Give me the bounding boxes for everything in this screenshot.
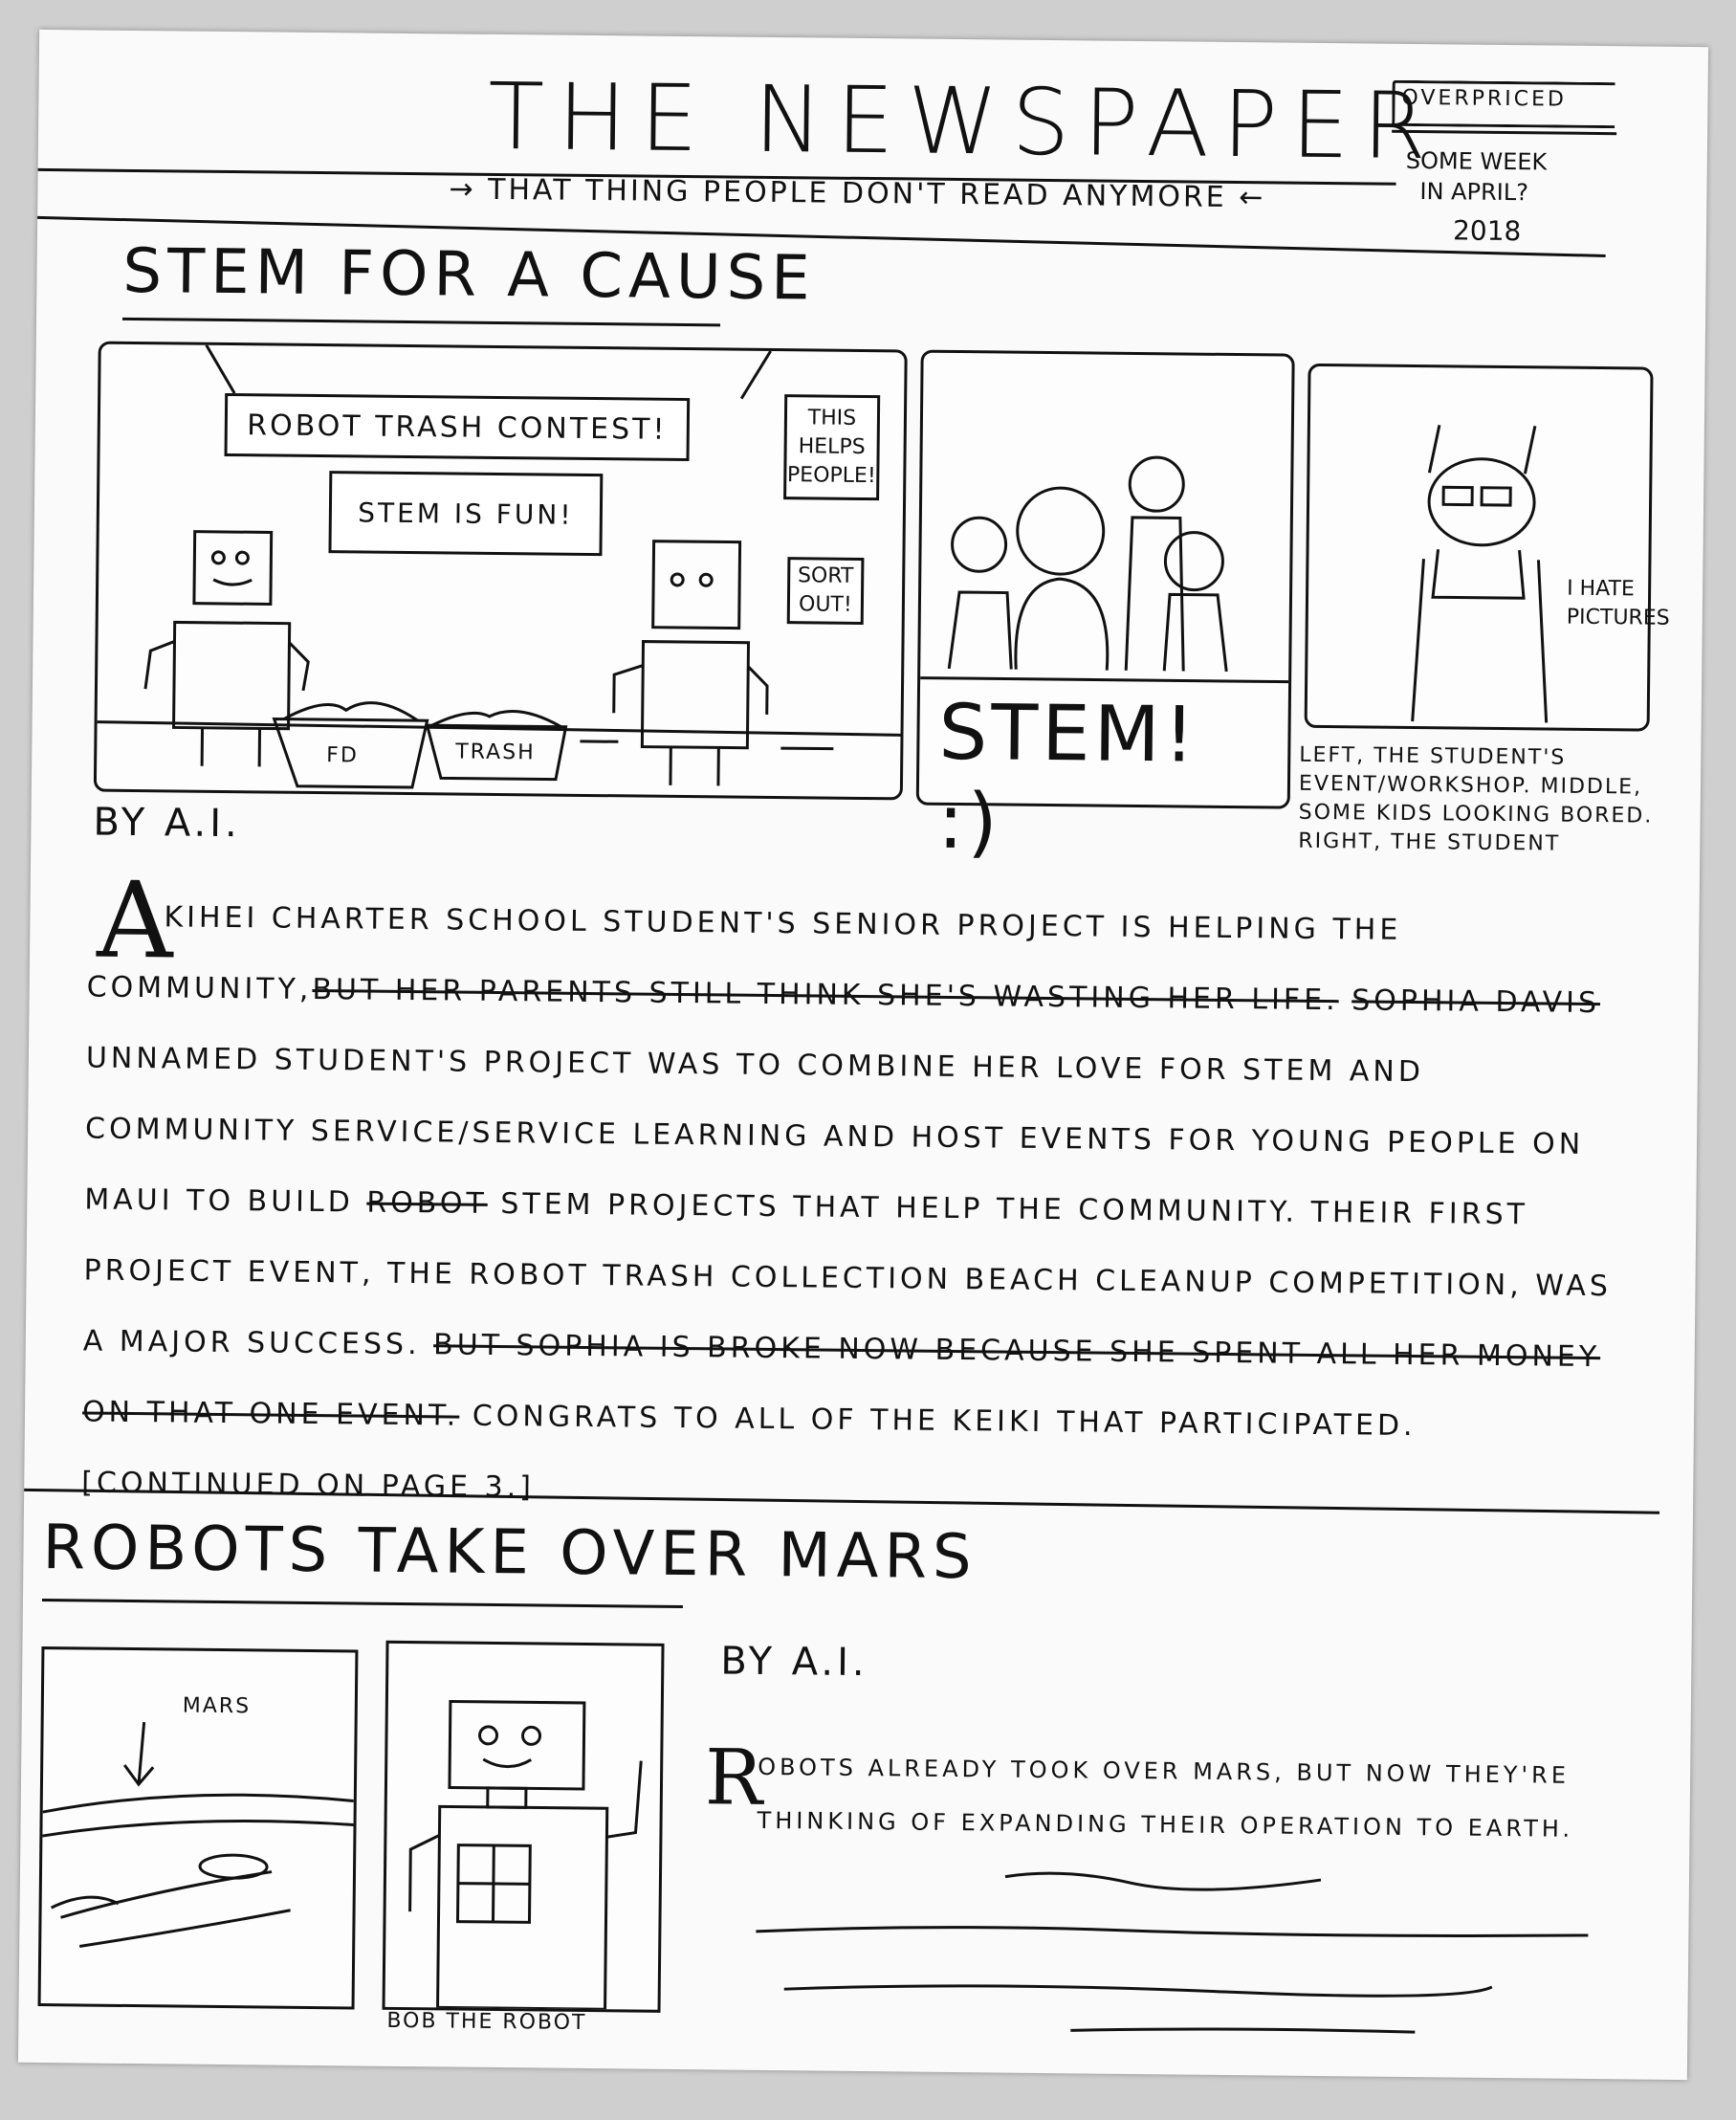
article2-body: OBOTS ALREADY TOOK OVER MARS, BUT NOW THEY'RE THINKING OF EXPANDING THEIR OPERATION TO EARTH.: [757, 1753, 1574, 1843]
body-text-segment: UNNAMED STUDENT'S PROJECT WAS TO COMBINE HER LOVE FOR STEM AND COMMUNITY SERVICE/SERVICE LEARNING AND HOST EVENTS FOR YOUNG PEOPLE ON MAUI TO BUILD: [84, 1041, 1585, 1220]
photo-caption: LEFT, THE STUDENT'S EVENT/WORKSHOP. MIDDLE, SOME KIDS LOOKING BORED. RIGHT, THE STUDENT: [1298, 742, 1654, 856]
student-portrait-drawing: [1307, 366, 1670, 729]
struck-text: BUT HER PARENTS STILL THINK SHE'S WASTING HER LIFE.: [312, 972, 1339, 1018]
article1-dropcap: A: [96, 858, 174, 983]
struck-text: ROBOT: [366, 1185, 488, 1221]
sign-stem-is-fun: STEM IS FUN!: [328, 471, 603, 556]
article2-headline: ROBOTS TAKE OVER MARS: [42, 1513, 978, 1594]
body-text-segment: KIHEI CHARTER SCHOOL STUDENT'S SENIOR PROJECT IS HELPING THE COMMUNITY,: [86, 900, 1402, 1006]
article1-body: [81, 882, 1637, 1535]
stem-sign: STEM! :): [937, 687, 1199, 867]
article1-headline-underline: [122, 318, 720, 327]
newspaper-subtitle: → THAT THING PEOPLE DON'T READ ANYMORE ←: [449, 172, 1266, 215]
article1-headline: STEM FOR A CAUSE: [122, 235, 817, 315]
contest-banner: ROBOT TRASH CONTEST!: [225, 393, 691, 461]
bob-robot-drawing: [385, 1644, 662, 2010]
article1-panel-left: [94, 342, 908, 801]
body-text-segment: CONGRATS TO ALL OF THE KEIKI THAT PARTICIPATED. [CONTINUED ON PAGE 3.]: [81, 1399, 1417, 1505]
sign-sort-out: SORT OUT!: [787, 557, 865, 625]
date-line-2: IN APRIL?: [1419, 178, 1529, 207]
struck-text: BUT SOPHIA IS BROKE NOW BECAUSE SHE SPENT ALL HER MONEY ON THAT ONE EVENT.: [81, 1328, 1601, 1433]
bin-left-label: FD: [326, 743, 359, 768]
article1-byline: BY A.I.: [93, 800, 242, 847]
body-text-segment: STEM PROJECTS THAT HELP THE COMMUNITY. THEIR FIRST PROJECT EVENT, THE ROBOT TRASH COLLECTION BEACH CLEANUP COMPETITION, WAS A MAJOR SUCCESS.: [82, 1186, 1613, 1362]
article1-panel-right: [1305, 364, 1670, 732]
newspaper-title: THE NEWSPAPER: [487, 62, 1440, 181]
price-label: OVERPRICED: [1401, 85, 1568, 112]
article2-scribble-lines: [745, 1836, 1608, 2045]
date-line-3: 2018: [1452, 214, 1522, 248]
article2-byline: BY A.I.: [720, 1639, 868, 1686]
body-text-segment: [1338, 983, 1351, 1017]
robot-panel: [383, 1641, 665, 2013]
article1-panel-middle: [916, 350, 1295, 867]
article2-dropcap: R: [704, 1733, 763, 1822]
date-line-1: SOME WEEK: [1405, 146, 1548, 176]
robot-caption: BOB THE ROBOT: [386, 2008, 587, 2036]
article2-headline-underline: [42, 1599, 683, 1608]
student-note: I HATE PICTURES: [1566, 576, 1670, 630]
struck-text: SOPHIA DAVIS: [1351, 983, 1601, 1021]
sign-this-helps-people: THIS HELPS PEOPLE!: [783, 394, 880, 500]
newspaper-page: [18, 30, 1708, 2080]
bin-right-label: TRASH: [455, 740, 536, 765]
mars-label: MARS: [182, 1693, 252, 1719]
mars-panel: [38, 1646, 359, 2009]
